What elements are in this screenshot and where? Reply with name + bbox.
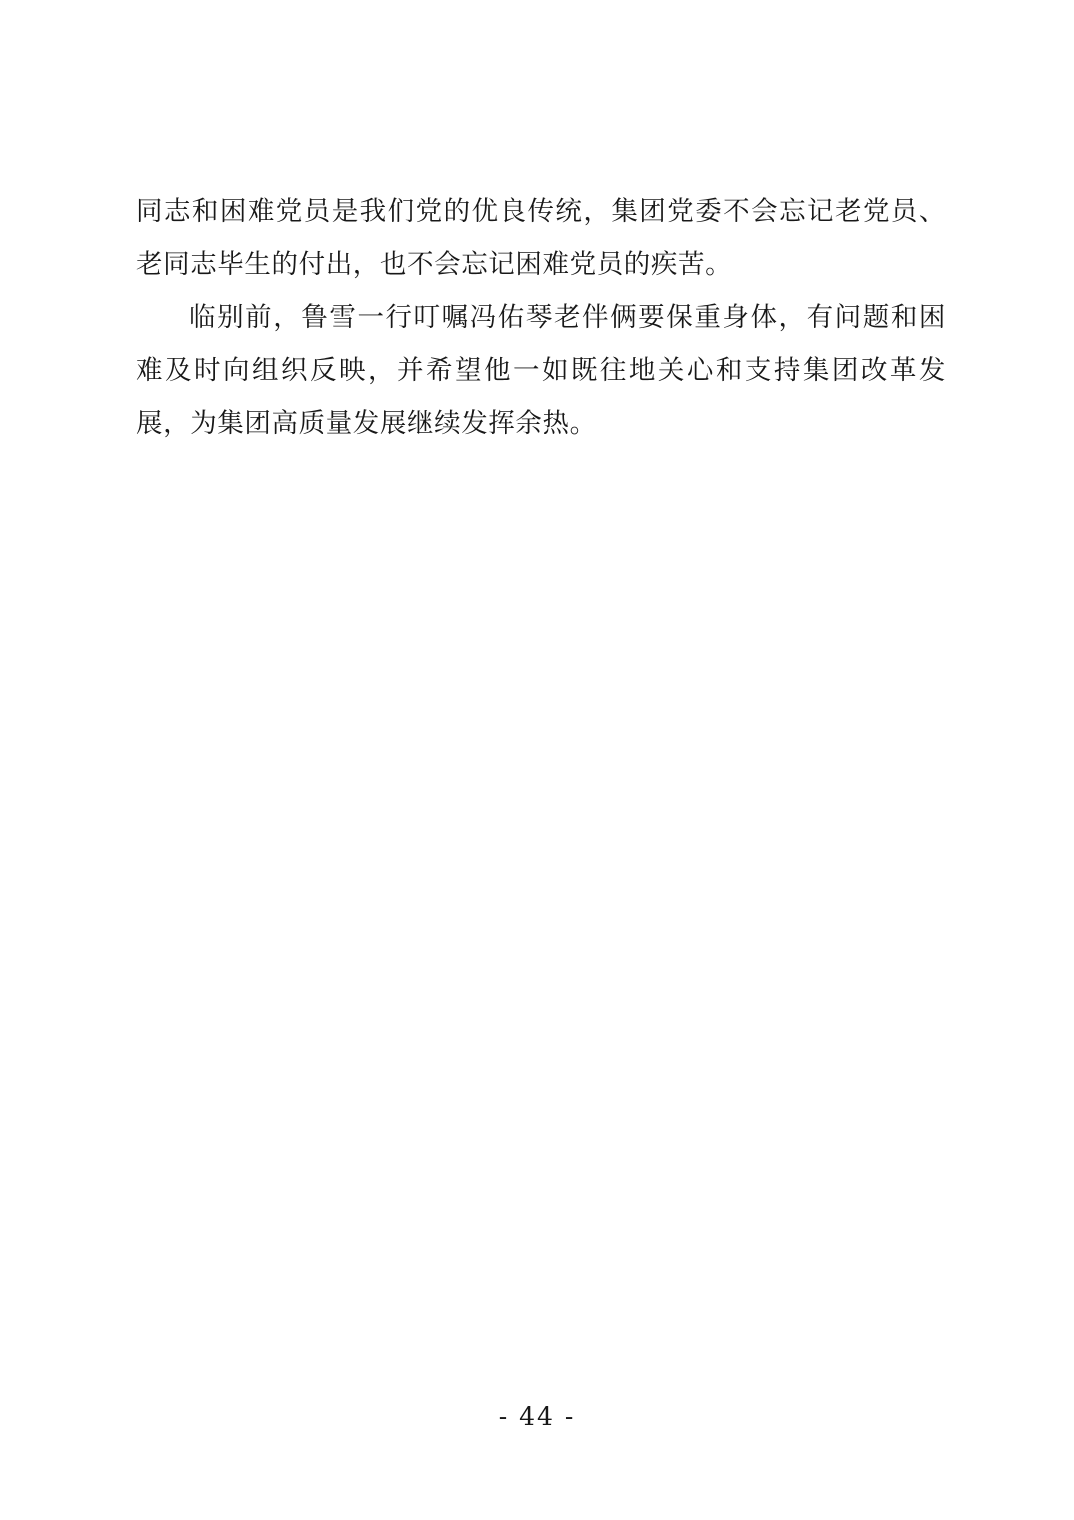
page-number: - 44 -: [498, 1402, 576, 1431]
document-body: [136, 185, 946, 450]
paragraph-1: 同志和困难党员是我们党的优良传统，集团党委不会忘记老党员、老同志毕生的付出，也不会忘记困难党员的疾苦。: [136, 196, 946, 280]
paragraph-2: 临别前，鲁雪一行叮嘱冯佑琴老伴俩要保重身体，有问题和困难及时向组织反映，并希望他一如既往地关心和支持集团改革发展，为集团高质量发展继续发挥余热。: [136, 302, 946, 439]
